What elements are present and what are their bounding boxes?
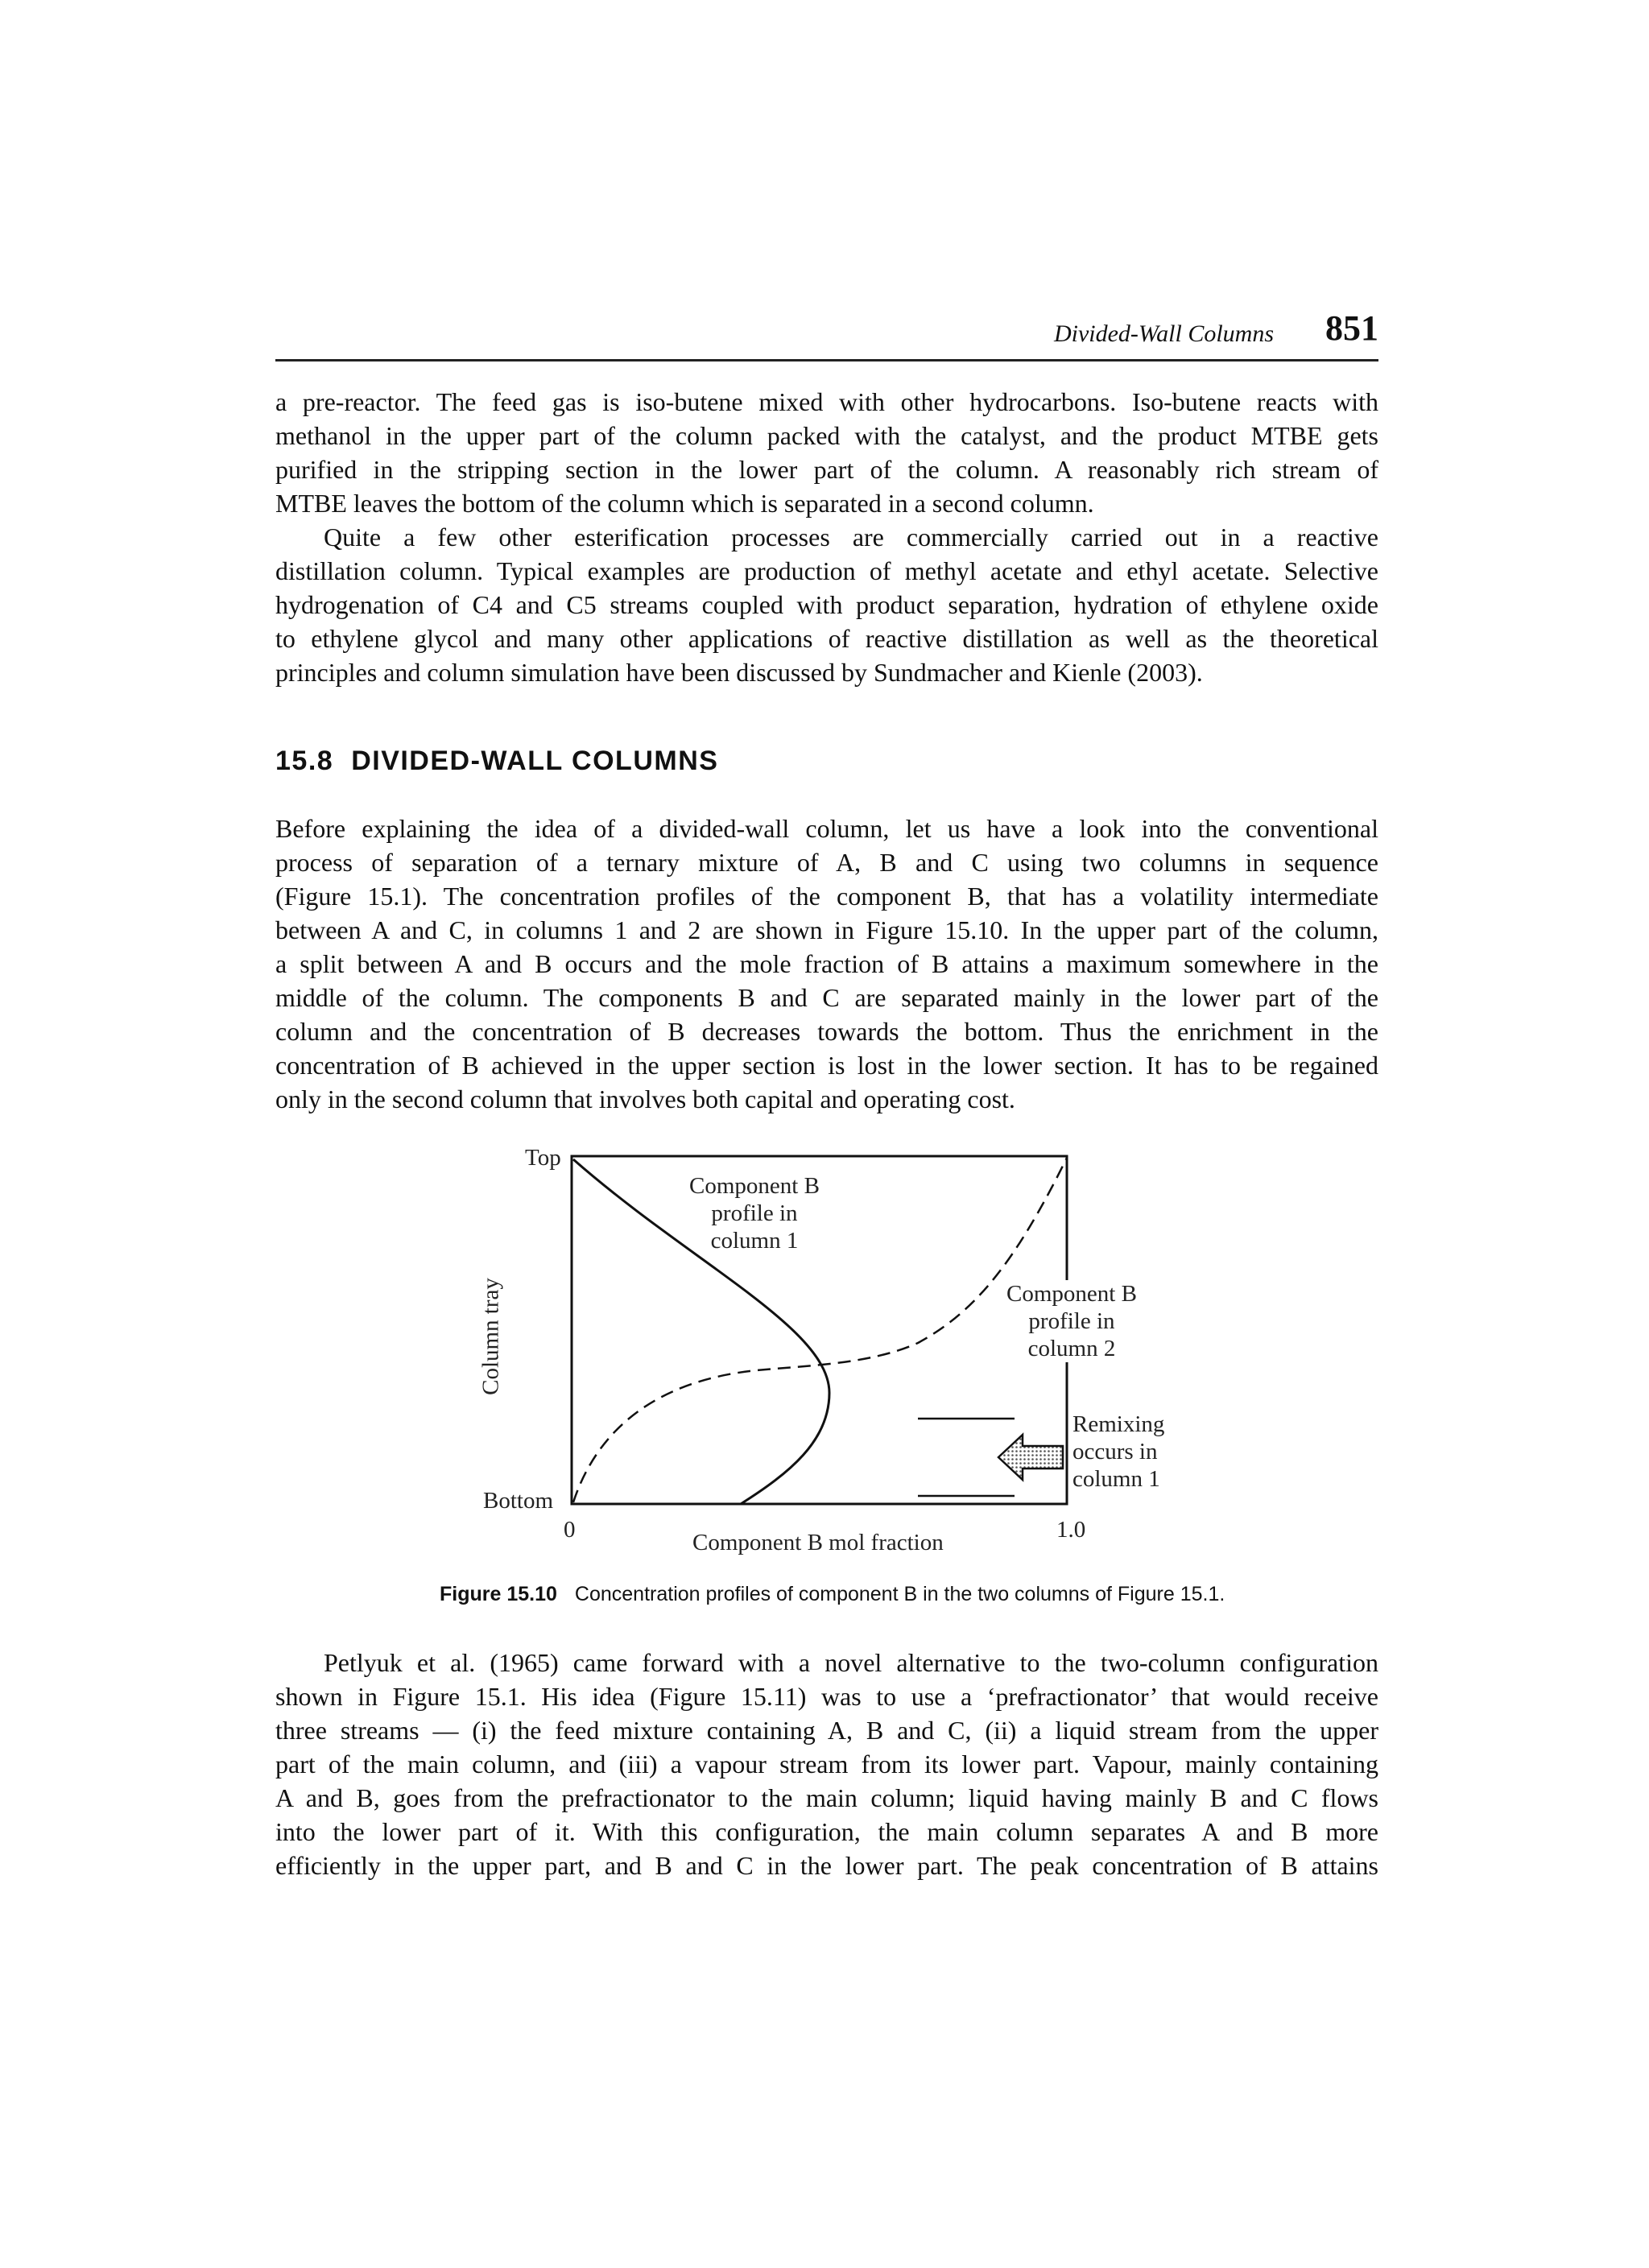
section-title: DIVIDED-WALL COLUMNS	[351, 746, 719, 776]
bottom-label: Bottom	[483, 1488, 554, 1514]
x-axis-label: Component B mol fraction	[692, 1530, 944, 1555]
curve-1-label	[689, 1172, 820, 1254]
curve-1-label-line: column 1	[710, 1228, 799, 1254]
paragraph-line: distillation column. Typical examples are production of methyl acetate and ethyl acetate. Selective	[275, 556, 1378, 585]
caption-text: Concentration profiles of component B in the two columns of Figure 15.1.	[574, 1583, 1225, 1605]
paragraph-line: process of separation of a ternary mixture of A, B and C using two columns in sequence	[275, 848, 1378, 877]
paragraph-line: A and B, goes from the prefractionator to the main column; liquid having mainly B and C flows	[275, 1783, 1378, 1812]
column-2-profile-curve	[573, 1158, 1067, 1502]
paragraph-line: column and the concentration of B decreases towards the bottom. Thus the enrichment in the	[275, 1017, 1378, 1046]
paragraph-line: methanol in the upper part of the column packed with the catalyst, and the product MTBE gets	[275, 421, 1378, 450]
curve-2-label-line: profile in	[1028, 1308, 1115, 1334]
paragraph-line: efficiently in the upper part, and B and C in the lower part. The peak concentration of B attains	[275, 1851, 1378, 1880]
paragraph-line: purified in the stripping section in the lower part of the column. A reasonably rich stream of	[275, 455, 1378, 484]
figure-caption	[440, 1583, 1225, 1606]
paragraph-2	[275, 520, 1378, 689]
y-axis-label: Column tray	[477, 1278, 504, 1395]
paragraph-line: a pre-reactor. The feed gas is iso-butene mixed with other hydrocarbons. Iso-butene reacts with	[275, 387, 1378, 416]
curve-1-label-line: Component B	[689, 1173, 820, 1199]
paragraph-line: principles and column simulation have been discussed by Sundmacher and Kienle (2003).	[275, 658, 1203, 687]
paragraph-line: between A and C, in columns 1 and 2 are shown in Figure 15.10. In the upper part of the column,	[275, 915, 1378, 944]
paragraph-line: MTBE leaves the bottom of the column which is separated in a second column.	[275, 489, 1094, 518]
section-number: 15.8	[275, 746, 334, 776]
paragraph-line: a split between A and B occurs and the mole fraction of B attains a maximum somewhere in the	[275, 949, 1378, 978]
top-label: Top	[525, 1145, 561, 1171]
paragraph-line: shown in Figure 15.1. His idea (Figure 15.11) was to use a ‘prefractionator’ that would receive	[275, 1682, 1378, 1711]
paragraph-3	[275, 812, 1378, 1116]
x-axis-min-label: 0	[564, 1517, 576, 1543]
curve-1-label-line: profile in	[711, 1200, 798, 1226]
paragraph-line: to ethylene glycol and many other applications of reactive distillation as well as the theoretical	[275, 624, 1378, 653]
curve-2-label	[1006, 1280, 1137, 1362]
remixing-label	[1072, 1411, 1164, 1493]
paragraph-line: Before explaining the idea of a divided-wall column, let us have a look into the conventional	[275, 814, 1378, 843]
section-heading	[275, 746, 718, 777]
remixing-arrow-icon	[998, 1435, 1063, 1480]
paragraph-line: only in the second column that involves both capital and operating cost.	[275, 1084, 1015, 1113]
figure-15-10	[451, 1127, 1208, 1578]
running-header	[275, 308, 1378, 361]
paragraph-line: (Figure 15.1). The concentration profiles of the component B, that has a volatility intermediate	[275, 882, 1378, 911]
paragraph-1	[275, 385, 1378, 520]
paragraph-line: concentration of B achieved in the upper section is lost in the lower section. It has to be regained	[275, 1051, 1378, 1080]
paragraph-line: Quite a few other esterification processes are commercially carried out in a reactive	[324, 523, 1378, 552]
paragraph-line: three streams — (i) the feed mixture containing A, B and C, (ii) a liquid stream from the upper	[275, 1716, 1378, 1745]
remixing-label-line: occurs in	[1072, 1439, 1158, 1464]
curve-2-label-line: column 2	[1027, 1336, 1116, 1361]
paragraph-line: hydrogenation of C4 and C5 streams coupled with product separation, hydration of ethylene oxide	[275, 590, 1378, 619]
curve-2-label-line: Component B	[1006, 1281, 1137, 1307]
paragraph-line: part of the main column, and (iii) a vapour stream from its lower part. Vapour, mainly containing	[275, 1750, 1378, 1778]
paragraph-line: Petlyuk et al. (1965) came forward with a novel alternative to the two-column configuration	[324, 1648, 1378, 1677]
running-title: Divided-Wall Columns	[1053, 320, 1274, 347]
remixing-label-line: column 1	[1072, 1466, 1160, 1492]
paragraph-line: middle of the column. The components B and C are separated mainly in the lower part of the	[275, 983, 1378, 1012]
caption-label: Figure 15.10	[440, 1583, 557, 1605]
paragraph-4	[275, 1646, 1378, 1882]
paragraph-line: into the lower part of it. With this configuration, the main column separates A and B more	[275, 1817, 1378, 1846]
x-axis-max-label: 1.0	[1056, 1517, 1086, 1543]
remixing-label-line: Remixing	[1072, 1411, 1165, 1437]
page-number: 851	[1325, 308, 1378, 348]
